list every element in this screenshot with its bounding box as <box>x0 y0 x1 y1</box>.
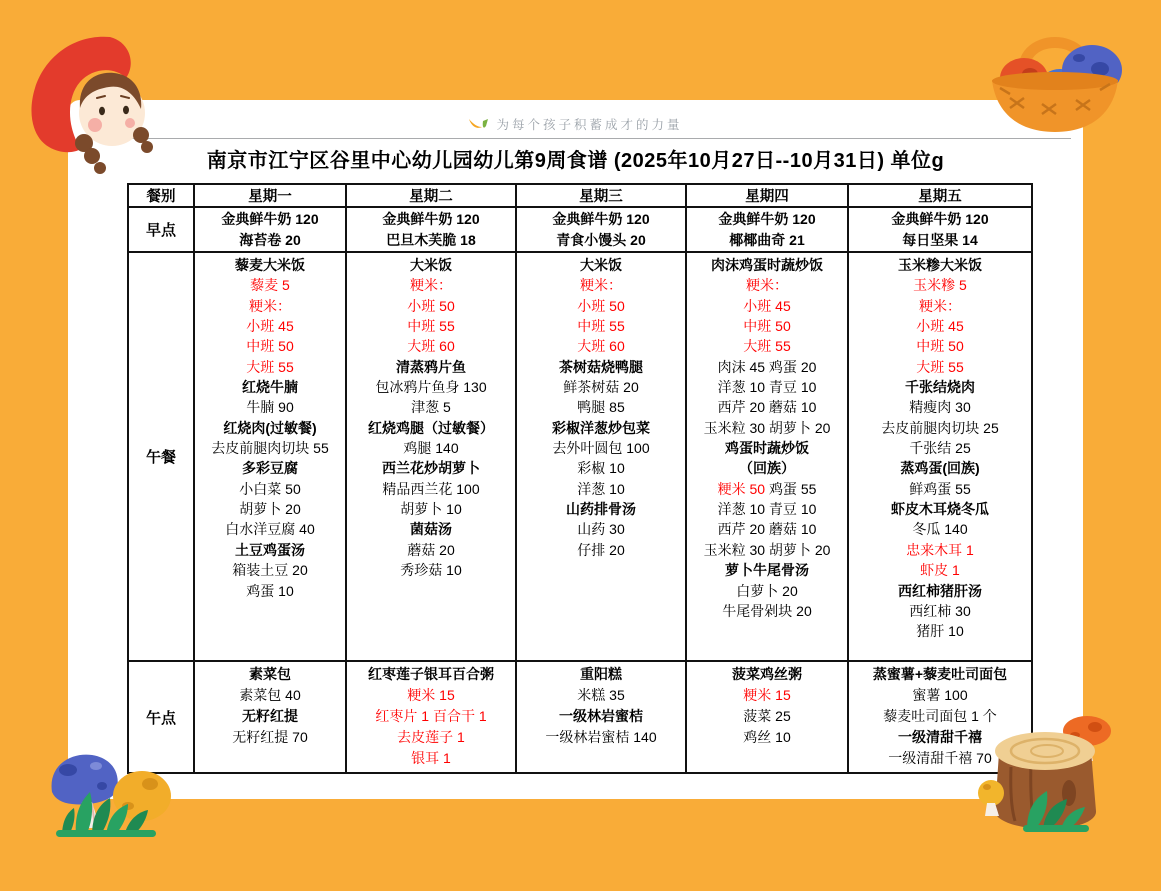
menu-text: 鸡蛋 55 <box>768 480 817 497</box>
menu-line <box>689 230 845 251</box>
menu-text: 中班 50 <box>743 318 791 335</box>
menu-text: 粳米 15 <box>743 687 791 703</box>
menu-text: 萝卜牛尾骨汤 <box>725 562 809 579</box>
menu-line <box>851 209 1029 230</box>
menu-text: 红烧牛腩 <box>242 379 298 396</box>
menu-text: 小白菜 50 <box>239 480 301 497</box>
menu-line <box>197 209 343 230</box>
menu-line <box>519 499 683 519</box>
menu-text: 西芹 20 蘑菇 10 <box>717 399 817 416</box>
menu-text: 红枣片 1 百合干 1 <box>375 708 487 724</box>
menu-line <box>349 748 513 769</box>
menu-table <box>127 183 1033 774</box>
col-header-星期五: 星期五 <box>848 184 1032 207</box>
menu-line <box>197 397 343 417</box>
menu-line <box>851 560 1029 580</box>
menu-text: 蘑菇 20 <box>407 541 455 558</box>
menu-line <box>197 230 343 251</box>
menu-line <box>519 316 683 336</box>
menu-line <box>851 275 1029 295</box>
menu-text: 胡萝卜 10 <box>400 501 462 518</box>
row-label-早点: 早点 <box>128 207 194 252</box>
menu-text: 冬瓜 140 <box>912 521 968 538</box>
menu-text: 精瘦肉 30 <box>909 399 971 416</box>
menu-line <box>349 357 513 377</box>
menu-line <box>689 255 845 275</box>
menu-text: 金典鲜牛奶 120 <box>552 210 650 227</box>
menu-text: 金典鲜牛奶 120 <box>221 210 319 227</box>
menu-line <box>851 438 1029 458</box>
menu-text: 中班 55 <box>407 318 455 335</box>
menu-line <box>519 336 683 356</box>
menu-text: 粳米： <box>410 277 452 294</box>
tree-stump-mushrooms <box>975 715 1123 845</box>
menu-line <box>689 458 845 478</box>
menu-line <box>197 458 343 478</box>
menu-text: 去皮莲子 1 <box>397 729 465 745</box>
menu-text: 大班 60 <box>577 338 625 355</box>
menu-text: 素菜包 <box>249 666 291 682</box>
menu-line <box>851 664 1029 685</box>
menu-line <box>851 458 1029 478</box>
menu-line <box>851 397 1029 417</box>
menu-line <box>689 336 845 356</box>
menu-text: 西红柿猪肝汤 <box>898 582 982 599</box>
menu-line <box>349 479 513 499</box>
menu-text: 仔排 20 <box>577 541 625 558</box>
menu-text: 海苔卷 20 <box>239 231 301 248</box>
menu-line <box>349 458 513 478</box>
menu-line <box>851 540 1029 560</box>
menu-text: 红烧鸡腿（过敏餐） <box>368 419 494 436</box>
menu-line <box>197 418 343 438</box>
menu-line <box>519 519 683 539</box>
menu-line <box>197 685 343 706</box>
menu-line <box>689 275 845 295</box>
menu-text: 小班 45 <box>246 318 294 335</box>
menu-line <box>349 275 513 295</box>
menu-line <box>349 664 513 685</box>
menu-line <box>851 601 1029 621</box>
cell-早点-星期五 <box>848 207 1032 252</box>
menu-text: 山药 30 <box>577 521 625 538</box>
menu-line <box>349 685 513 706</box>
menu-line <box>519 706 683 727</box>
menu-line <box>197 377 343 397</box>
menu-text: 蒸鸡蛋(回族) <box>900 460 980 477</box>
menu-line <box>851 519 1029 539</box>
menu-line <box>851 418 1029 438</box>
cell-午点-星期二 <box>346 661 516 773</box>
menu-text: 白水洋豆腐 40 <box>225 521 315 538</box>
menu-text: 秀珍菇 10 <box>400 562 462 579</box>
menu-line <box>197 275 343 295</box>
menu-line <box>689 438 845 458</box>
menu-text: 鲜鸡蛋 55 <box>909 480 971 497</box>
menu-text: 西红柿 30 <box>909 602 971 619</box>
menu-text: 小班 50 <box>407 297 455 314</box>
col-header-星期二: 星期二 <box>346 184 516 207</box>
menu-text: 粳米： <box>919 297 961 314</box>
menu-line <box>519 357 683 377</box>
menu-text: 彩椒洋葱炒包菜 <box>552 419 650 436</box>
menu-text: 鸡腿 140 <box>403 440 459 457</box>
menu-line <box>519 727 683 748</box>
menu-text: 肉沫 45 鸡蛋 20 <box>717 358 817 375</box>
menu-line <box>197 560 343 580</box>
menu-line <box>689 540 845 560</box>
menu-line <box>197 316 343 336</box>
menu-text: 粳米： <box>249 297 291 314</box>
menu-text: 金典鲜牛奶 120 <box>718 210 816 227</box>
menu-text: 大班 55 <box>743 338 791 355</box>
menu-text: （回族） <box>739 460 795 477</box>
menu-line <box>851 621 1029 641</box>
menu-text: 大班 60 <box>407 338 455 355</box>
menu-line <box>689 685 845 706</box>
menu-line <box>519 418 683 438</box>
menu-text: 一级林岩蜜桔 140 <box>545 729 657 745</box>
menu-text: 玉米糁 5 <box>913 277 967 294</box>
menu-line <box>349 418 513 438</box>
menu-text: 精品西兰花 100 <box>382 480 480 497</box>
menu-text: 藜麦吐司面包 1 个 <box>883 708 997 724</box>
menu-line <box>519 377 683 397</box>
menu-line <box>519 664 683 685</box>
menu-text: 中班 55 <box>577 318 625 335</box>
menu-line <box>689 519 845 539</box>
menu-line <box>349 377 513 397</box>
menu-line <box>197 581 343 601</box>
letterhead-divider <box>80 138 1071 139</box>
menu-text: 小班 45 <box>743 297 791 314</box>
menu-text: 蒸蜜薯+藜麦吐司面包 <box>872 666 1008 682</box>
document-page <box>68 100 1083 799</box>
menu-text: 大班 55 <box>916 358 964 375</box>
menu-line <box>689 296 845 316</box>
menu-text: 鸡丝 10 <box>743 729 791 745</box>
menu-line <box>519 397 683 417</box>
menu-line <box>689 479 845 499</box>
cell-早点-星期一 <box>194 207 346 252</box>
menu-line <box>197 336 343 356</box>
menu-line <box>689 418 845 438</box>
menu-text: 菌菇汤 <box>410 521 452 538</box>
menu-text: 包冰鸦片鱼身 130 <box>375 379 487 396</box>
menu-line <box>689 727 845 748</box>
menu-text: 鸭腿 85 <box>577 399 625 416</box>
menu-text: 千张结烧肉 <box>905 379 975 396</box>
menu-text: 清蒸鸦片鱼 <box>396 358 466 375</box>
menu-text: 小班 45 <box>916 318 964 335</box>
cell-午餐-星期一 <box>194 252 346 661</box>
menu-line <box>519 458 683 478</box>
menu-line <box>851 255 1029 275</box>
cell-午点-星期四 <box>686 661 848 773</box>
menu-line <box>851 499 1029 519</box>
menu-text: 蜜薯 100 <box>912 687 968 703</box>
row-label-午点: 午点 <box>128 661 194 773</box>
menu-text: 千张结 25 <box>909 440 971 457</box>
menu-line <box>689 560 845 580</box>
menu-text: 胡萝卜 20 <box>239 501 301 518</box>
menu-text: 牛尾骨剁块 20 <box>722 602 812 619</box>
menu-line <box>349 560 513 580</box>
menu-text: 素菜包 40 <box>239 687 301 703</box>
menu-text: 菠菜鸡丝粥 <box>732 666 802 682</box>
menu-line <box>689 209 845 230</box>
menu-line <box>197 519 343 539</box>
row-label-午餐: 午餐 <box>128 252 194 661</box>
menu-text: 一级清甜千禧 70 <box>888 750 992 766</box>
menu-line <box>851 316 1029 336</box>
menu-text: 西兰花炒胡萝卜 <box>382 460 480 477</box>
menu-line <box>689 357 845 377</box>
menu-line <box>349 499 513 519</box>
menu-line <box>197 540 343 560</box>
menu-text: 藜麦大米饭 <box>235 257 305 273</box>
menu-text: 青食小馒头 20 <box>556 231 646 248</box>
menu-text: 鸡蛋时蔬炒饭 <box>725 440 809 457</box>
page-title: 南京市江宁区谷里中心幼儿园幼儿第9周食谱 (2025年10月27日--10月31日) 单位g <box>206 150 945 172</box>
menu-line <box>851 685 1029 706</box>
letterhead <box>68 114 1083 134</box>
menu-text: 鲜茶树菇 20 <box>563 379 639 396</box>
menu-text: 红枣莲子银耳百合粥 <box>368 666 494 682</box>
mushrooms-grass <box>48 750 180 838</box>
cell-午餐-星期二 <box>346 252 516 661</box>
menu-text: 菠菜 25 <box>743 708 791 724</box>
cell-午点-星期一 <box>194 661 346 773</box>
menu-line <box>851 230 1029 251</box>
menu-line <box>197 499 343 519</box>
menu-text: 去皮前腿肉切块 25 <box>881 419 999 436</box>
menu-line <box>689 664 845 685</box>
menu-line <box>349 540 513 560</box>
menu-line <box>689 499 845 519</box>
cell-午点-星期三 <box>516 661 686 773</box>
menu-line <box>689 377 845 397</box>
menu-line <box>349 706 513 727</box>
menu-line <box>197 357 343 377</box>
menu-text: 金典鲜牛奶 120 <box>891 210 989 227</box>
menu-text: 粳米： <box>746 277 788 294</box>
menu-text: 多彩豆腐 <box>242 460 298 477</box>
menu-text: 大米饭 <box>580 257 622 273</box>
mushroom-basket <box>980 20 1130 138</box>
menu-text: 箱装土豆 20 <box>232 562 308 579</box>
menu-line <box>851 479 1029 499</box>
menu-text: 无籽红提 <box>242 708 298 724</box>
menu-text: 一级林岩蜜桔 <box>559 708 643 724</box>
menu-text: 藜麦 5 <box>250 277 290 294</box>
menu-text: 洋葱 10 青豆 10 <box>717 379 817 396</box>
menu-line <box>689 397 845 417</box>
menu-line <box>197 727 343 748</box>
menu-line <box>519 685 683 706</box>
menu-line <box>197 296 343 316</box>
menu-line <box>689 706 845 727</box>
menu-text: 忠来木耳 1 <box>906 541 974 558</box>
menu-text: 洋葱 10 青豆 10 <box>717 501 817 518</box>
menu-line <box>349 316 513 336</box>
menu-text: 鸡蛋 10 <box>246 582 294 599</box>
menu-line <box>349 438 513 458</box>
menu-text: 米糕 35 <box>577 687 625 703</box>
menu-line <box>851 357 1029 377</box>
menu-text: 巴旦木芙脆 18 <box>386 231 476 248</box>
menu-line <box>197 664 343 685</box>
menu-line <box>689 581 845 601</box>
menu-text: 小班 50 <box>577 297 625 314</box>
menu-text: 彩椒 10 <box>577 460 625 477</box>
menu-text: 无籽红提 70 <box>232 729 308 745</box>
cell-午餐-星期四 <box>686 252 848 661</box>
menu-line <box>689 601 845 621</box>
menu-text: 山药排骨汤 <box>566 501 636 518</box>
menu-text: 重阳糕 <box>580 666 622 682</box>
menu-line <box>349 336 513 356</box>
menu-text: 椰椰曲奇 21 <box>729 231 805 248</box>
school-logo-icon <box>468 117 490 131</box>
menu-line <box>689 316 845 336</box>
col-header-餐别: 餐别 <box>128 184 194 207</box>
menu-text: 红烧肉(过敏餐) <box>223 419 317 436</box>
cell-午餐-星期五 <box>848 252 1032 661</box>
menu-text: 玉米糁大米饭 <box>898 257 982 273</box>
col-header-星期三: 星期三 <box>516 184 686 207</box>
menu-text: 茶树菇烧鸭腿 <box>559 358 643 375</box>
cell-早点-星期三 <box>516 207 686 252</box>
red-hood-girl <box>25 34 160 176</box>
menu-text: 每日坚果 14 <box>902 231 978 248</box>
menu-text: 大米饭 <box>410 257 452 273</box>
school-slogan: 为每个孩子积蓄成才的力量 <box>496 118 683 132</box>
menu-line <box>851 336 1029 356</box>
col-header-星期一: 星期一 <box>194 184 346 207</box>
menu-line <box>349 230 513 251</box>
menu-text: 虾皮木耳烧冬瓜 <box>891 501 989 518</box>
menu-text: 肉沫鸡蛋时蔬炒饭 <box>711 257 823 273</box>
menu-line <box>851 377 1029 397</box>
menu-text: 中班 50 <box>246 338 294 355</box>
menu-text: 虾皮 1 <box>920 562 960 579</box>
menu-line <box>851 296 1029 316</box>
menu-text: 去外叶圆包 100 <box>552 440 650 457</box>
menu-line <box>519 209 683 230</box>
menu-line <box>349 209 513 230</box>
menu-line <box>519 479 683 499</box>
menu-line <box>519 296 683 316</box>
menu-text: 玉米粒 30 胡萝卜 20 <box>703 419 831 436</box>
menu-line <box>519 438 683 458</box>
menu-text: 西芹 20 蘑菇 10 <box>717 521 817 538</box>
menu-line <box>851 581 1029 601</box>
menu-line <box>349 255 513 275</box>
menu-line <box>519 255 683 275</box>
menu-text: 大班 55 <box>246 358 294 375</box>
menu-text: 一级清甜千禧 <box>898 729 982 745</box>
menu-line <box>519 230 683 251</box>
menu-text: 玉米粒 30 胡萝卜 20 <box>703 541 831 558</box>
menu-text: 粳米 50 <box>717 480 769 497</box>
menu-line <box>519 540 683 560</box>
menu-text: 洋葱 10 <box>577 480 625 497</box>
menu-text: 土豆鸡蛋汤 <box>235 541 305 558</box>
menu-text: 粳米 15 <box>407 687 455 703</box>
menu-line <box>197 479 343 499</box>
menu-text: 津葱 5 <box>411 399 451 416</box>
cell-早点-星期二 <box>346 207 516 252</box>
menu-line <box>519 275 683 295</box>
menu-text: 粳米： <box>580 277 622 294</box>
cell-午餐-星期三 <box>516 252 686 661</box>
menu-line <box>349 519 513 539</box>
menu-line <box>197 438 343 458</box>
menu-text: 中班 50 <box>916 338 964 355</box>
menu-line <box>349 727 513 748</box>
menu-line <box>197 706 343 727</box>
menu-line <box>349 397 513 417</box>
menu-text: 银耳 1 <box>411 750 451 766</box>
col-header-星期四: 星期四 <box>686 184 848 207</box>
menu-text: 猪肝 10 <box>916 623 964 640</box>
menu-text: 金典鲜牛奶 120 <box>382 210 480 227</box>
menu-text: 去皮前腿肉切块 55 <box>211 440 329 457</box>
menu-text: 白萝卜 20 <box>736 582 798 599</box>
cell-早点-星期四 <box>686 207 848 252</box>
menu-line <box>349 296 513 316</box>
menu-line <box>197 255 343 275</box>
menu-text: 牛腩 90 <box>246 399 294 416</box>
